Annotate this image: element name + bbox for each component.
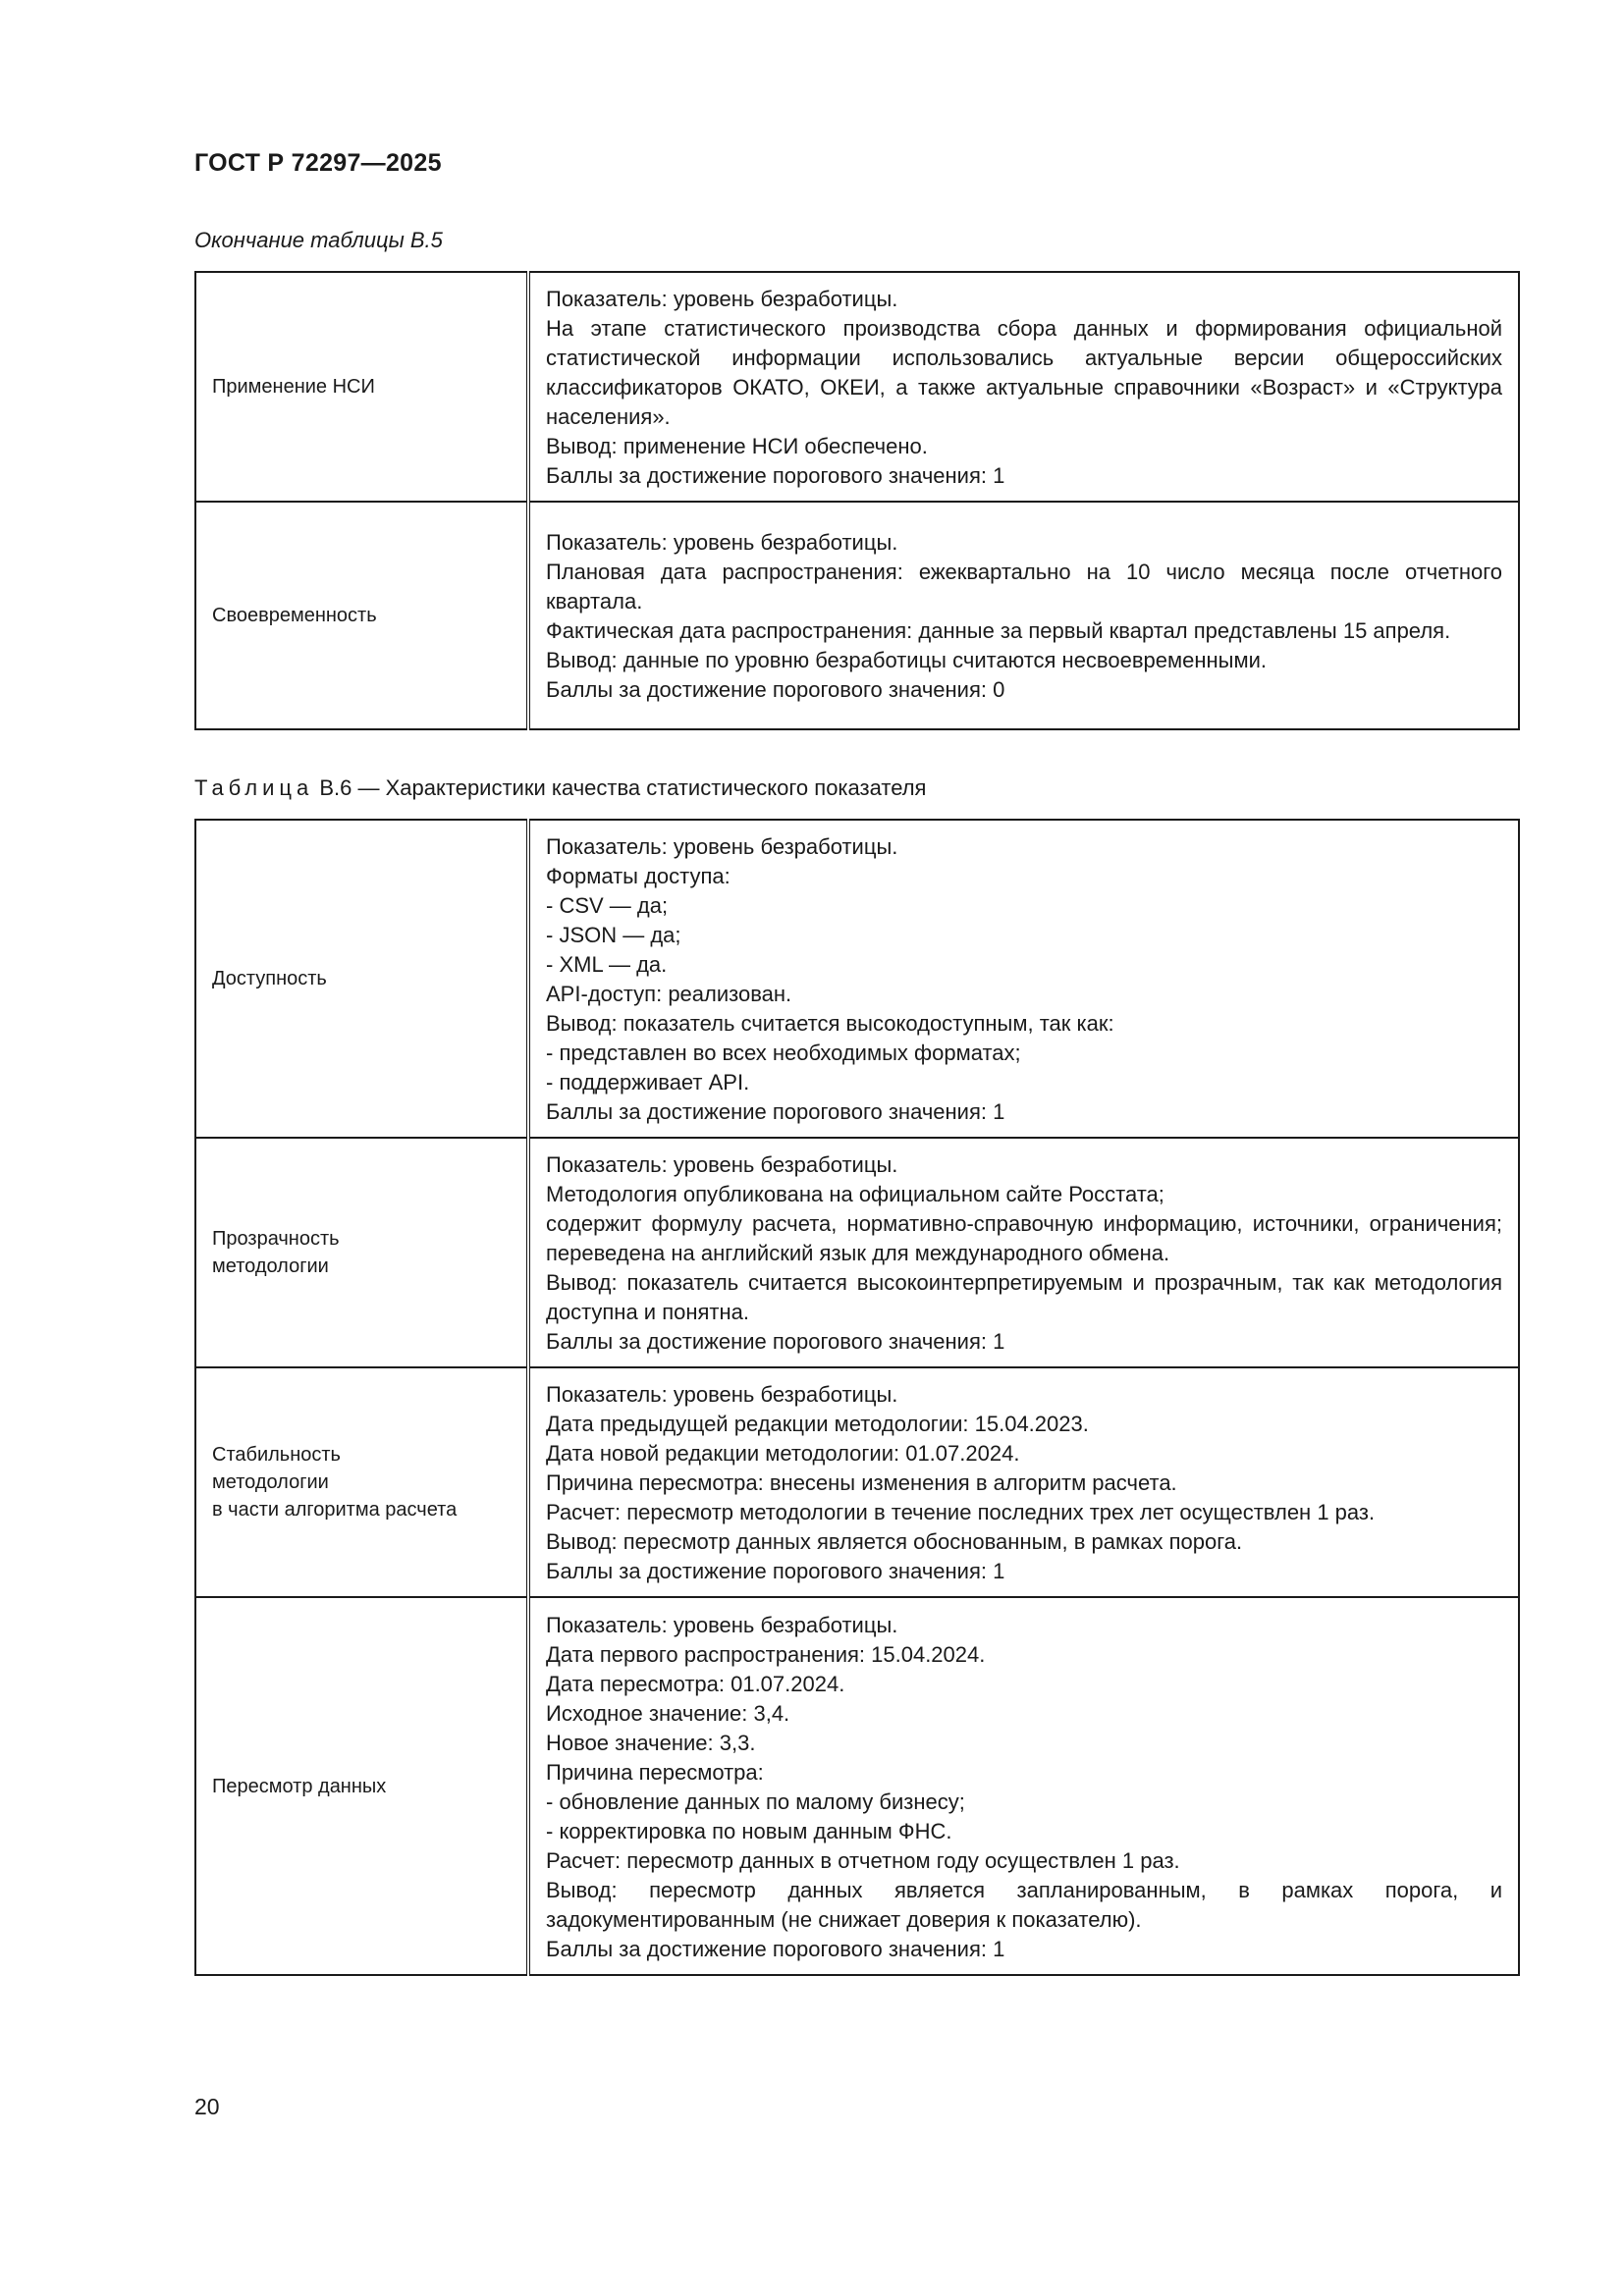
characteristic-name-line: методологии — [212, 1471, 329, 1493]
table-row — [195, 272, 1519, 502]
characteristic-name-line: методологии — [212, 1255, 329, 1277]
description-line: Баллы за достижение порогового значения: 1 — [546, 1099, 1005, 1124]
indicator-line: Показатель: уровень безработицы. — [546, 530, 898, 555]
table-row — [195, 502, 1519, 729]
description-line: Расчет: пересмотр методологии в течение последних трех лет осуществлен 1 раз. — [546, 1500, 1376, 1524]
description-line: Вывод: показатель считается высокодоступным, так как: — [546, 1011, 1114, 1036]
description-line: Дата пересмотра: 01.07.2024. — [546, 1671, 845, 1696]
table-b5-continuation-caption: Окончание таблицы В.5 — [194, 228, 443, 252]
score-line: Баллы за достижение порогового значения: 1 — [546, 463, 1005, 488]
table-caption-text: В.6 — Характеристики качества статистического показателя — [313, 775, 927, 800]
description-line: Вывод: пересмотр данных является обоснованным, в рамках порога. — [546, 1529, 1243, 1554]
description-line: - XML — да. — [546, 952, 668, 977]
conclusion-line: Вывод: данные по уровню безработицы считаются несвоевременными. — [546, 648, 1268, 672]
description-line: Форматы доступа: — [546, 864, 731, 888]
description-line: Расчет: пересмотр данных в отчетном году осуществлен 1 раз. — [546, 1847, 1180, 1873]
characteristic-name-line: Прозрачность — [212, 1228, 340, 1250]
table-row — [195, 820, 1519, 1138]
table-b6-caption — [194, 775, 926, 801]
actual-date-line: Фактическая дата распространения: данные за первый квартал представлены 15 апреля. — [546, 618, 1451, 643]
description-line: - корректировка по новым данным ФНС. — [546, 1818, 952, 1843]
score-line: Баллы за достижение порогового значения: 1 — [546, 1329, 1005, 1354]
description-paragraph: На этапе статистического производства сбора данных и формирования официальной статистической информации использовались актуальные версии общероссийских классификаторов ОКАТО, ОКЕИ, а также актуальные справочники «Возраст» и «Структура населения». — [546, 316, 1502, 429]
conclusion-line: Вывод: пересмотр данных является запланированным, в рамках порога, и задокументированным (не снижает доверия к показателю). — [546, 1877, 1502, 1932]
score-line: Баллы за достижение порогового значения: 0 — [546, 677, 1005, 702]
description-line: Дата новой редакции методологии: 01.07.2024. — [546, 1441, 1020, 1466]
description-line: - поддерживает API. — [546, 1070, 750, 1095]
description-line: Новое значение: 3,3. — [546, 1730, 756, 1755]
description-line: Показатель: уровень безработицы. — [546, 1382, 898, 1407]
table-b6 — [194, 819, 1520, 1976]
characteristic-description — [528, 1597, 1519, 1975]
score-line: Баллы за достижение порогового значения: 1 — [546, 1936, 1005, 1961]
description-line: Методология опубликована на официальном сайте Росстата; — [546, 1182, 1164, 1206]
page-number: 20 — [194, 2094, 220, 2119]
description-line: Показатель: уровень безработицы. — [546, 834, 898, 859]
table-b5 — [194, 271, 1520, 730]
document-code: ГОСТ Р 72297—2025 — [194, 149, 442, 177]
description-line: - представлен во всех необходимых форматах; — [546, 1041, 1021, 1065]
description-line: Причина пересмотра: — [546, 1759, 764, 1785]
description-line: Показатель: уровень безработицы. — [546, 1612, 898, 1637]
table-row — [195, 1597, 1519, 1975]
characteristic-description — [528, 820, 1519, 1138]
characteristic-description — [528, 1138, 1519, 1367]
description-line: - JSON — да; — [546, 923, 681, 947]
description-line: Баллы за достижение порогового значения: 1 — [546, 1559, 1005, 1583]
characteristic-name: Пересмотр данных — [195, 1597, 528, 1975]
description-line: Исходное значение: 3,4. — [546, 1700, 790, 1726]
description-line: - обновление данных по малому бизнесу; — [546, 1789, 965, 1814]
description-line: Причина пересмотра: внесены изменения в алгоритм расчета. — [546, 1470, 1177, 1495]
characteristic-name — [195, 1367, 528, 1597]
characteristic-name: Своевременность — [195, 502, 528, 729]
characteristic-description — [528, 1367, 1519, 1597]
characteristic-name: Доступность — [195, 820, 528, 1138]
table-caption-label: Таблица — [194, 775, 314, 800]
characteristic-description — [528, 272, 1519, 502]
indicator-line: Показатель: уровень безработицы. — [546, 1152, 898, 1177]
characteristic-name-line: Стабильность — [212, 1444, 341, 1466]
conclusion-line: Вывод: показатель считается высокоинтерпретируемым и прозрачным, так как методология доступна и понятна. — [546, 1270, 1502, 1324]
conclusion-line: Вывод: применение НСИ обеспечено. — [546, 434, 928, 458]
description-line: - CSV — да; — [546, 893, 669, 918]
characteristic-name: Применение НСИ — [195, 272, 528, 502]
characteristic-name — [195, 1138, 528, 1367]
planned-date-line: Плановая дата распространения: ежеквартально на 10 число месяца после отчетного квартала. — [546, 560, 1502, 614]
description-line: API-доступ: реализован. — [546, 982, 792, 1006]
table-row — [195, 1367, 1519, 1597]
description-line: Дата первого распространения: 15.04.2024. — [546, 1641, 986, 1667]
table-row — [195, 1138, 1519, 1367]
description-paragraph: содержит формулу расчета, нормативно-справочную информацию, источники, ограничения; переведена на английский язык для международного обмена. — [546, 1211, 1502, 1265]
characteristic-name-line: в части алгоритма расчета — [212, 1499, 458, 1521]
characteristic-description — [528, 502, 1519, 729]
description-line: Дата предыдущей редакции методологии: 15.04.2023. — [546, 1412, 1089, 1436]
indicator-line: Показатель: уровень безработицы. — [546, 287, 898, 311]
